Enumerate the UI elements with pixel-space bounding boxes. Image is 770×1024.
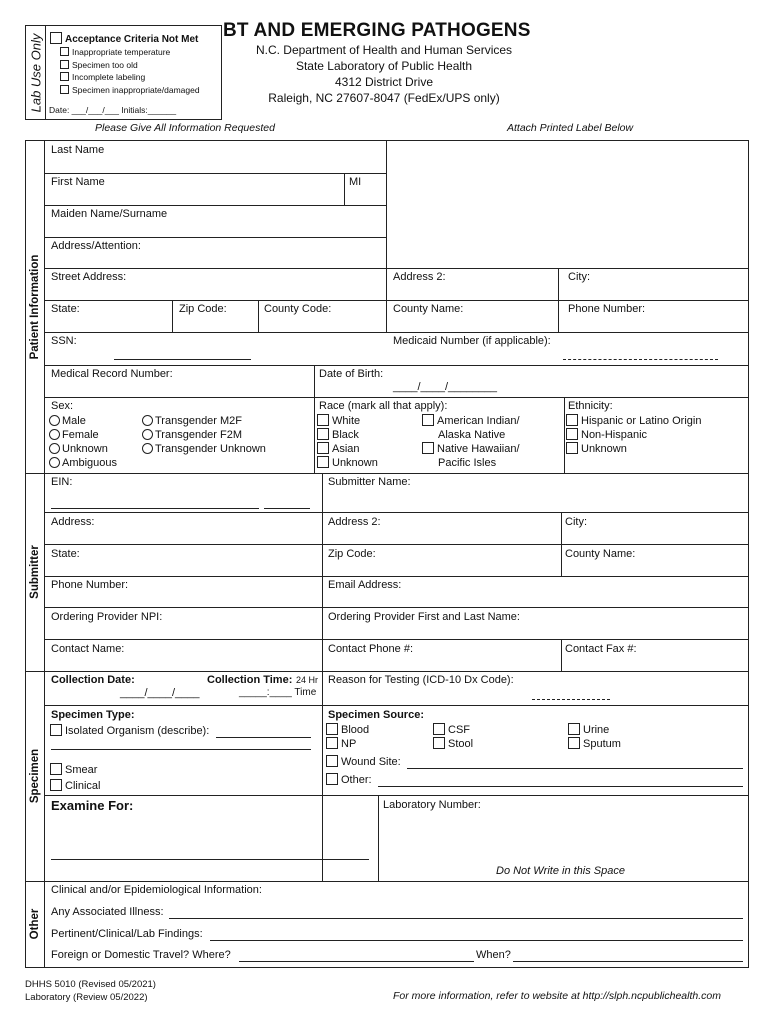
wound-option[interactable]: Wound Site: [326, 755, 401, 768]
np-option[interactable]: NP [326, 737, 356, 750]
sex-option[interactable]: Unknown [49, 442, 117, 456]
provider-npi-label: Ordering Provider NPI: [51, 611, 163, 623]
collection-time-field[interactable]: _____:____ Time [239, 687, 317, 698]
criteria-item[interactable]: Incomplete labeling [60, 71, 200, 84]
lab-use-side [26, 26, 46, 119]
mi-label: MI [349, 176, 362, 188]
sex-option[interactable]: Transgender M2F [142, 414, 266, 428]
dob-field[interactable]: ____/____/________ [393, 381, 497, 393]
medicaid-field[interactable] [563, 359, 718, 360]
sex-option[interactable]: Transgender Unknown [142, 442, 266, 456]
ethnicity-option[interactable]: Hispanic or Latino Origin [566, 414, 701, 428]
isolated-field-2[interactable] [51, 749, 311, 750]
contact-fax-label: Contact Fax #: [565, 643, 637, 655]
submitter-email-label: Email Address: [328, 579, 402, 591]
specimen-type-label: Specimen Type: [51, 709, 135, 721]
ethnicity-label: Ethnicity: [568, 400, 613, 412]
criteria-list [60, 46, 200, 96]
criteria-item[interactable]: Specimen inappropriate/damaged [60, 84, 200, 97]
sex-option[interactable]: Ambiguous [49, 456, 117, 470]
wound-field[interactable] [407, 768, 743, 769]
csf-option[interactable]: CSF [433, 723, 470, 736]
lab-number-label: Laboratory Number: [383, 799, 481, 811]
illness-label: Any Associated Illness: [51, 906, 164, 918]
ethnicity-option[interactable]: Non-Hispanic [566, 428, 701, 442]
criteria-item[interactable]: Specimen too old [60, 59, 200, 72]
hr24-label: 24 Hr [296, 675, 319, 685]
blood-option[interactable]: Blood [326, 723, 369, 736]
stool-option[interactable]: Stool [433, 737, 473, 750]
race-option[interactable]: Unknown [317, 456, 378, 470]
patient-section-bar: Patient Information [26, 141, 45, 474]
requisition-form [25, 140, 749, 968]
specimen-source-label: Specimen Source: [328, 709, 424, 721]
zip-label: Zip Code: [179, 303, 227, 315]
isolated-field[interactable] [216, 737, 311, 738]
street-address-label: Street Address: [51, 271, 127, 283]
submitter-city-label: City: [565, 516, 587, 528]
ethnicity-option[interactable]: Unknown [566, 442, 701, 456]
reason-label: Reason for Testing (ICD-10 Dx Code): [328, 674, 514, 686]
ein-field[interactable] [51, 508, 259, 509]
contact-name-label: Contact Name: [51, 643, 125, 655]
phone-label: Phone Number: [568, 303, 646, 315]
contact-phone-label: Contact Phone #: [328, 643, 414, 655]
travel-label: Foreign or Domestic Travel? Where? [51, 949, 231, 961]
medicaid-label: Medicaid Number (if applicable): [393, 335, 551, 347]
sex-options-2 [142, 414, 266, 456]
maiden-name-label: Maiden Name/Surname [51, 208, 168, 220]
travel-when-field[interactable] [513, 961, 743, 962]
race-option[interactable]: Asian [317, 442, 378, 456]
race-option[interactable]: American Indian/ [422, 414, 520, 428]
race-options [317, 414, 378, 470]
findings-label: Pertinent/Clinical/Lab Findings: [51, 928, 203, 940]
icd10-field[interactable] [532, 699, 610, 700]
findings-field[interactable] [210, 940, 743, 941]
lab-use-label: Lab Use Only [28, 33, 43, 112]
form-number: DHHS 5010 (Revised 05/2021) Laboratory (Review 05/2022) [25, 979, 156, 1003]
ein-label: EIN: [51, 476, 73, 488]
sex-label: Sex: [51, 400, 74, 412]
acceptance-criteria[interactable] [50, 32, 198, 45]
lab-date-initials[interactable]: Date: ___/___/___ Initials:______ [49, 105, 177, 115]
ein-suffix-field[interactable] [264, 508, 310, 509]
clinical-option[interactable]: Clinical [50, 779, 100, 792]
submitter-phone-label: Phone Number: [51, 579, 129, 591]
specimen-section-bar: Specimen [26, 671, 45, 882]
lab-address: N.C. Department of Health and Human Services State Laboratory of Public Health 4312 District Drive Raleigh, NC 27607-8047 (FedEx/UPS only) [255, 43, 513, 105]
isolated-option[interactable]: Isolated Organism (describe): [50, 724, 209, 737]
submitter-address-label: Address: [51, 516, 95, 528]
sex-option[interactable]: Female [49, 428, 117, 442]
clinical-info-label: Clinical and/or Epidemiological Information: [51, 884, 262, 896]
urine-option[interactable]: Urine [568, 723, 609, 736]
race-option[interactable]: Native Hawaiian/ [422, 442, 520, 456]
ssn-label: SSN: [51, 335, 77, 347]
sputum-option[interactable]: Sputum [568, 737, 621, 750]
address-attn-label: Address/Attention: [51, 240, 141, 252]
collection-time-label: Collection Time: [207, 674, 293, 686]
submitter-section-bar: Submitter [26, 473, 45, 672]
first-name-label: First Name [51, 176, 105, 188]
website-link[interactable]: For more information, refer to website at http://slph.ncpublichealth.com [393, 990, 721, 1002]
acceptance-title: Acceptance Criteria Not Met [65, 34, 199, 45]
ssn-field[interactable] [114, 359, 251, 360]
form-title: BT AND EMERGING PATHOGENS [223, 20, 531, 41]
race-option[interactable]: White [317, 414, 378, 428]
do-not-write-label: Do Not Write in this Space [496, 865, 625, 877]
other-section-bar: Other [26, 881, 45, 967]
address2-label: Address 2: [393, 271, 446, 283]
race-options-2: American Indian/ Alaska Native Native Hawaiian/ Pacific Isles [422, 414, 520, 470]
examine-for-label: Examine For: [51, 798, 134, 813]
criteria-item[interactable]: Inappropriate temperature [60, 46, 200, 59]
submitter-address2-label: Address 2: [328, 516, 381, 528]
race-label: Race (mark all that apply): [319, 400, 448, 412]
city-label: City: [568, 271, 590, 283]
sex-options [49, 414, 117, 470]
county-code-label: County Code: [264, 303, 332, 315]
collection-date-label: Collection Date: [51, 674, 135, 686]
county-name-label: County Name: [393, 303, 464, 315]
submitter-county-label: County Name: [565, 548, 636, 560]
race-option[interactable]: Black [317, 428, 378, 442]
state-label: State: [51, 303, 80, 315]
travel-when-label: When? [476, 949, 511, 961]
smear-option[interactable]: Smear [50, 763, 97, 776]
collection-date-field[interactable]: ____/____/____ [120, 687, 200, 699]
submitter-zip-label: Zip Code: [328, 548, 376, 560]
other-source-option[interactable]: Other: [326, 773, 372, 786]
sex-option[interactable]: Transgender F2M [142, 428, 266, 442]
travel-where-field[interactable] [239, 961, 474, 962]
ethnicity-options [566, 414, 701, 456]
submitter-name-label: Submitter Name: [328, 476, 411, 488]
examine-for-field[interactable] [51, 859, 369, 860]
checkbox[interactable] [50, 32, 62, 44]
last-name-label: Last Name [51, 144, 105, 156]
instruction-right: Attach Printed Label Below [507, 122, 634, 134]
mrn-label: Medical Record Number: [51, 368, 173, 380]
dob-label: Date of Birth: [319, 368, 384, 380]
provider-name-label: Ordering Provider First and Last Name: [328, 611, 520, 623]
sex-option[interactable]: Male [49, 414, 117, 428]
other-source-field[interactable] [378, 786, 743, 787]
submitter-state-label: State: [51, 548, 80, 560]
lab-use-box [25, 25, 222, 120]
instruction-left: Please Give All Information Requested [95, 122, 275, 134]
illness-field[interactable] [169, 918, 743, 919]
